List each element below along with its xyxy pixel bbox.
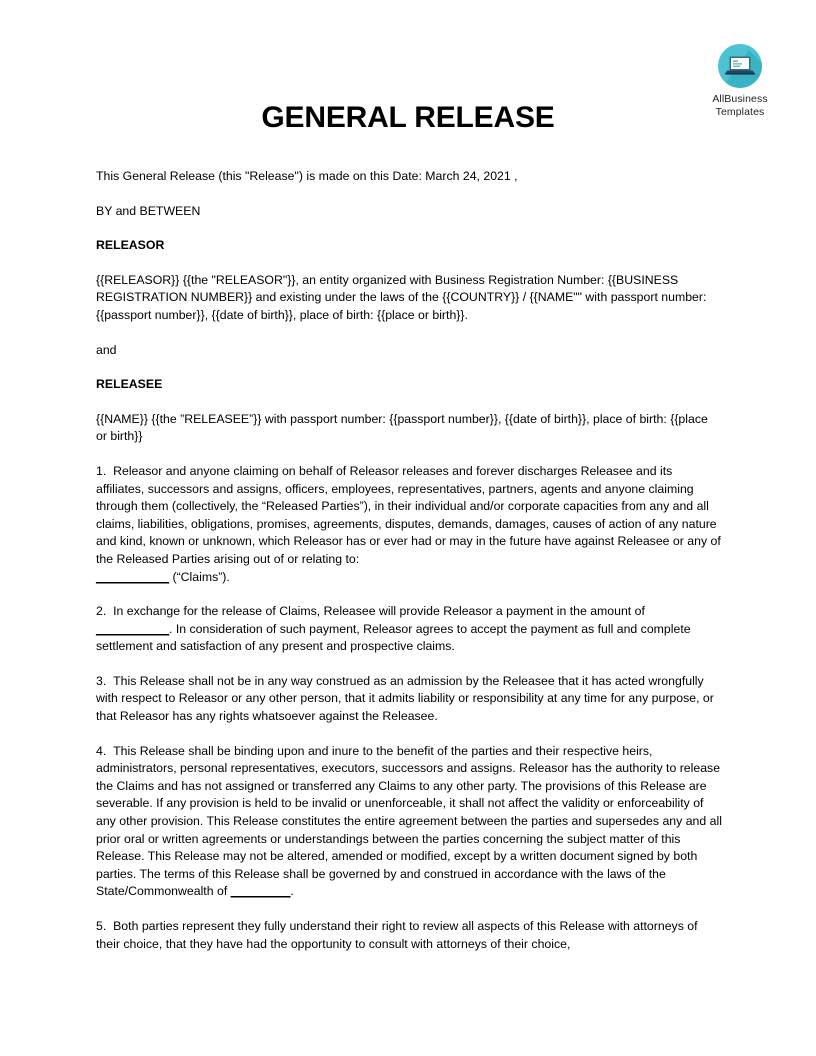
clause-blank: ___________ <box>96 621 170 636</box>
intro-paragraph: This General Release (this "Release") is made on this Date: March 24, 2021 , <box>96 169 518 183</box>
clause-text: Both parties represent they fully understand their right to review all aspects of this Release with attorneys of their choice, that they have had the opportunity to consult with attorneys of their choice, <box>96 919 698 951</box>
document-body <box>96 168 722 970</box>
clause-item <box>96 918 722 953</box>
clause-item <box>96 463 722 586</box>
clause-item <box>96 743 722 901</box>
clause-text-after: (“Claims”). <box>169 569 230 584</box>
clause-blank: ___________ <box>96 569 170 584</box>
and-label: and <box>96 342 117 357</box>
clause-item <box>96 603 722 656</box>
logo-caption-line-1: AllBusiness <box>712 93 768 105</box>
clause-text: In exchange for the release of Claims, Releasee will provide Releasor a payment in the amount of <box>113 604 645 619</box>
releasor-body: {{RELEASOR}} {{the "RELEASOR"}}, an entity organized with Business Registration Number: {{BUSINESS REGISTRATION NUMBER}} and existing under the laws of the {{COUNTRY}} / {{NAME"" with passport number: {{passport number}}, {{date of birth}}, place of birth: {{place or birth}}. <box>96 272 707 322</box>
clause-number: 4. <box>96 743 107 758</box>
releasee-body: {{NAME}} {{the ”RELEASEE”}} with passport number: {{passport number}}, {{date of birth}}, place of birth: {{place or birth}} <box>96 411 708 444</box>
between-label: BY and BETWEEN <box>96 203 201 218</box>
clause-number: 1. <box>96 463 107 478</box>
clause-text: Releasor and anyone claiming on behalf of Releasor releases and forever discharges Releasee and its affiliates, successors and assigns, officers, employees, representatives, partners, agents and anyone claiming through them (collectively, the “Released Parties”), in their individual and/or corporate capacities from any and all claims, liabilities, obligations, promises, agreements, disputes, demands, damages, causes of action of any nature and kind, known or unknown, which Releasor has or ever had or may in the future have against Releasee or any of the Released Parties arising out of or relating to: <box>96 463 721 566</box>
clause-blank: _________ <box>230 884 291 899</box>
clause-text: This Release shall not be in any way construed as an admission by the Releasee that it has acted wrongfully with respect to Releasor or any other person, that it admits liability or responsibility at any time for any purpose, or that Releasor has any rights whatsoever against the Releasee. <box>96 673 714 724</box>
clause-list <box>96 463 722 953</box>
logo-caption-line-2: Templates <box>715 105 765 118</box>
clause-number: 3. <box>96 673 107 688</box>
clause-text: This Release shall be binding upon and inure to the benefit of the parties and their respective heirs, administrators, personal representatives, executors, successors and assigns. Releasor has the authority to release the Claims and has not assigned or transferred any Claims to any other party. The provisions of this Release are severable. If any provision is held to be invalid or unenforceable, it shall not affect the validity or enforceability of any other provision. This Release constitutes the entire agreement between the parties and supersedes any and all prior oral or written agreements or understandings between the parties concerning the subject matter of this Release. This Release may not be altered, amended or modified, except by a written document signed by both parties. The terms of this Release shall be governed by and construed in accordance with the laws of the State/Commonwealth of <box>96 743 722 899</box>
laptop-icon <box>716 42 764 90</box>
clause-number: 5. <box>96 919 107 933</box>
clause-text-after: . <box>290 884 294 899</box>
clause-item <box>96 673 722 726</box>
clause-text-after: . In consideration of such payment, Releasor agrees to accept the payment as full and complete settlement and satisfaction of any present and prospective claims. <box>96 621 691 654</box>
page-title: GENERAL RELEASE <box>261 101 555 134</box>
clause-number: 2. <box>96 604 107 619</box>
releasee-heading: RELEASEE <box>96 377 163 392</box>
releasor-heading: RELEASOR <box>96 238 165 253</box>
